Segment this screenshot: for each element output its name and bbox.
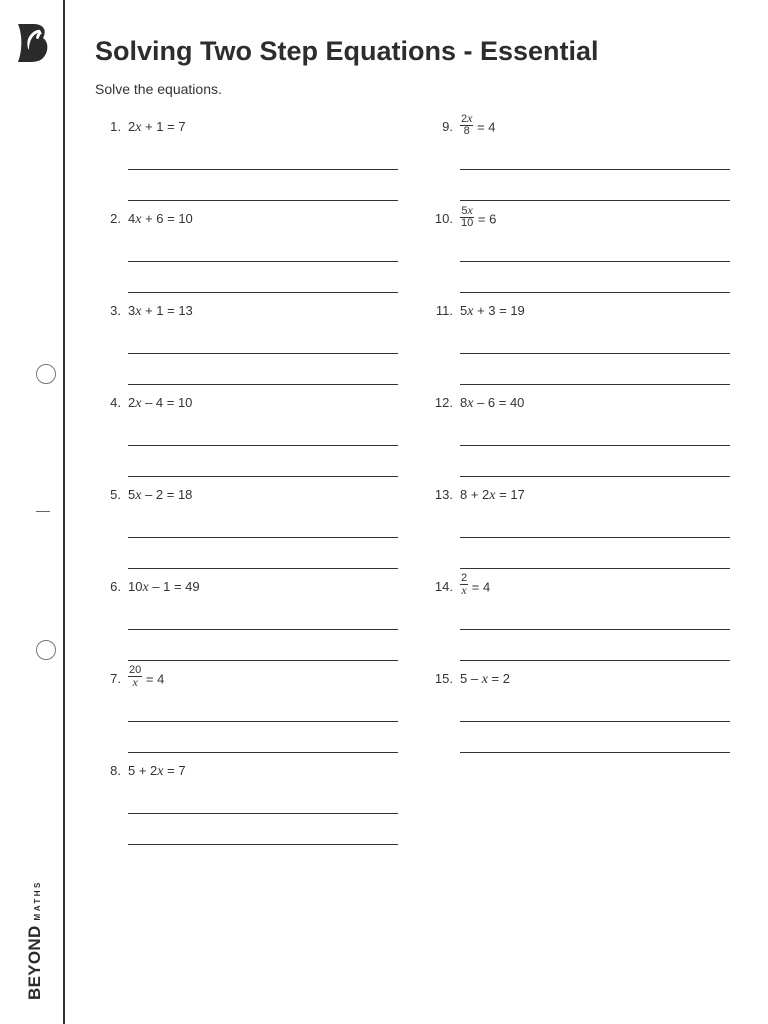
equation-part: 8 — [460, 395, 468, 410]
answer-line-2[interactable] — [128, 384, 398, 385]
question-9 — [427, 111, 737, 210]
answer-line-2[interactable] — [128, 844, 398, 845]
margin-rule — [63, 0, 65, 1024]
fraction — [460, 205, 474, 229]
answer-line-2[interactable] — [460, 752, 730, 753]
variable: x — [135, 120, 142, 135]
equation-part: 8 + 2 — [460, 487, 490, 502]
question-number: 8. — [110, 763, 121, 778]
equation-part: = 17 — [495, 487, 525, 502]
question-equation — [128, 579, 200, 596]
question-equation — [128, 487, 192, 504]
question-number: 12. — [434, 395, 453, 410]
answer-line-1[interactable] — [128, 445, 398, 446]
question-equation — [128, 211, 193, 228]
punch-hole-bottom — [36, 640, 56, 660]
equation-rest: = 4 — [468, 579, 491, 595]
answer-line-2[interactable] — [460, 660, 730, 661]
question-equation — [460, 203, 497, 229]
answer-line-1[interactable] — [460, 261, 730, 262]
answer-line-2[interactable] — [128, 200, 398, 201]
fraction-denominator: 8 — [460, 125, 473, 137]
question-11 — [427, 302, 737, 394]
question-13 — [427, 486, 737, 578]
question-1 — [95, 118, 405, 210]
answer-line-1[interactable] — [460, 721, 730, 722]
question-12 — [427, 394, 737, 486]
equation-part: – 6 = 40 — [473, 395, 525, 410]
answer-line-1[interactable] — [128, 353, 398, 354]
variable: x — [135, 212, 142, 227]
variable: x — [467, 111, 473, 125]
equation-part: – 1 = 49 — [148, 579, 200, 594]
fraction-numerator: 2x — [461, 111, 473, 125]
fraction — [460, 113, 473, 137]
question-equation — [128, 303, 193, 320]
answer-line-1[interactable] — [460, 353, 730, 354]
answer-line-2[interactable] — [460, 568, 730, 569]
equation-part: = 2 — [487, 671, 510, 686]
variable: x — [467, 304, 474, 319]
question-15 — [427, 670, 737, 762]
answer-line-2[interactable] — [460, 384, 730, 385]
answer-line-2[interactable] — [460, 292, 730, 293]
equation-part: – 4 = 10 — [141, 395, 193, 410]
question-number: 1. — [110, 119, 121, 134]
question-equation — [128, 395, 192, 412]
fraction-numerator: 2 — [461, 572, 468, 584]
instructions: Solve the equations. — [95, 81, 222, 97]
equation-part: + 6 = 10 — [141, 211, 193, 226]
question-8 — [95, 762, 405, 854]
question-number: 9. — [442, 119, 453, 134]
variable: x — [132, 675, 138, 689]
answer-line-2[interactable] — [128, 568, 398, 569]
answer-line-1[interactable] — [128, 537, 398, 538]
question-4 — [95, 394, 405, 486]
equation-part: 10 — [128, 579, 143, 594]
variable: x — [489, 488, 496, 503]
variable: x — [461, 583, 467, 597]
equation-part: 5 — [460, 303, 468, 318]
question-number: 10. — [434, 211, 453, 226]
question-14 — [427, 572, 737, 670]
equation-part: + 3 = 19 — [473, 303, 525, 318]
fraction-numerator: 5x — [461, 203, 473, 217]
equation-part: + 1 = 7 — [141, 119, 186, 134]
answer-line-2[interactable] — [128, 476, 398, 477]
punch-hole-top — [36, 364, 56, 384]
variable: x — [135, 396, 142, 411]
answer-line-1[interactable] — [128, 261, 398, 262]
answer-line-2[interactable] — [460, 200, 730, 201]
fraction-denominator — [128, 676, 142, 689]
answer-line-1[interactable] — [128, 629, 398, 630]
answer-line-1[interactable] — [128, 169, 398, 170]
equation-part: 3 — [128, 303, 136, 318]
variable: x — [135, 488, 142, 503]
question-equation — [128, 763, 186, 780]
brand-sub: MATHS — [33, 880, 42, 921]
question-number: 3. — [110, 303, 121, 318]
equation-part: 2 — [128, 395, 136, 410]
question-number: 13. — [434, 487, 453, 502]
variable: x — [142, 580, 149, 595]
question-equation — [460, 671, 510, 688]
answer-line-1[interactable] — [460, 169, 730, 170]
fold-mark — [36, 511, 50, 512]
fraction-denominator — [460, 584, 468, 597]
question-equation — [460, 303, 525, 320]
page-title: Solving Two Step Equations - Essential — [95, 36, 599, 66]
question-equation — [460, 572, 491, 597]
answer-line-1[interactable] — [128, 721, 398, 722]
question-number: 5. — [110, 487, 121, 502]
equation-part: 5 — [128, 487, 136, 502]
question-number: 14. — [434, 579, 453, 594]
answer-line-2[interactable] — [128, 292, 398, 293]
equation-rest: = 6 — [474, 211, 497, 227]
equation-part: 4 — [128, 211, 136, 226]
equation-rest: = 4 — [142, 671, 165, 687]
fraction-numerator: 20 — [129, 664, 142, 676]
question-equation — [460, 487, 525, 504]
equation-part: 5 + 2 — [128, 763, 158, 778]
equation-part: = 7 — [163, 763, 186, 778]
answer-line-1[interactable] — [460, 629, 730, 630]
answer-line-1[interactable] — [128, 813, 398, 814]
question-equation — [460, 111, 496, 137]
question-number: 15. — [434, 671, 453, 686]
equation-part: + 1 = 13 — [141, 303, 193, 318]
answer-line-1[interactable] — [460, 537, 730, 538]
fraction — [460, 573, 468, 597]
answer-line-2[interactable] — [460, 476, 730, 477]
variable: x — [467, 396, 474, 411]
brand-wordmark — [25, 880, 45, 1000]
question-6 — [95, 578, 405, 670]
variable: x — [157, 764, 164, 779]
question-equation — [128, 664, 165, 689]
question-number: 6. — [110, 579, 121, 594]
answer-line-2[interactable] — [128, 752, 398, 753]
question-7 — [95, 664, 405, 762]
question-number: 11. — [435, 303, 453, 318]
question-equation — [128, 119, 186, 136]
question-number: 2. — [110, 211, 121, 226]
question-3 — [95, 302, 405, 394]
equation-rest: = 4 — [473, 119, 496, 135]
fraction-denominator: 10 — [461, 217, 474, 229]
variable: x — [135, 304, 142, 319]
question-equation — [460, 395, 524, 412]
question-number: 7. — [110, 671, 121, 686]
equation-part: 2 — [128, 119, 136, 134]
question-2 — [95, 210, 405, 302]
question-5 — [95, 486, 405, 578]
answer-line-2[interactable] — [128, 660, 398, 661]
fraction — [128, 665, 142, 689]
question-number: 4. — [110, 395, 121, 410]
equation-part: 5 – — [460, 671, 482, 686]
question-10 — [427, 203, 737, 302]
variable: x — [467, 203, 473, 217]
answer-line-1[interactable] — [460, 445, 730, 446]
brand-word: BEYOND — [25, 925, 44, 1000]
equation-part: – 2 = 18 — [141, 487, 193, 502]
variable: x — [481, 672, 488, 687]
beyond-maths-logo — [16, 22, 50, 64]
